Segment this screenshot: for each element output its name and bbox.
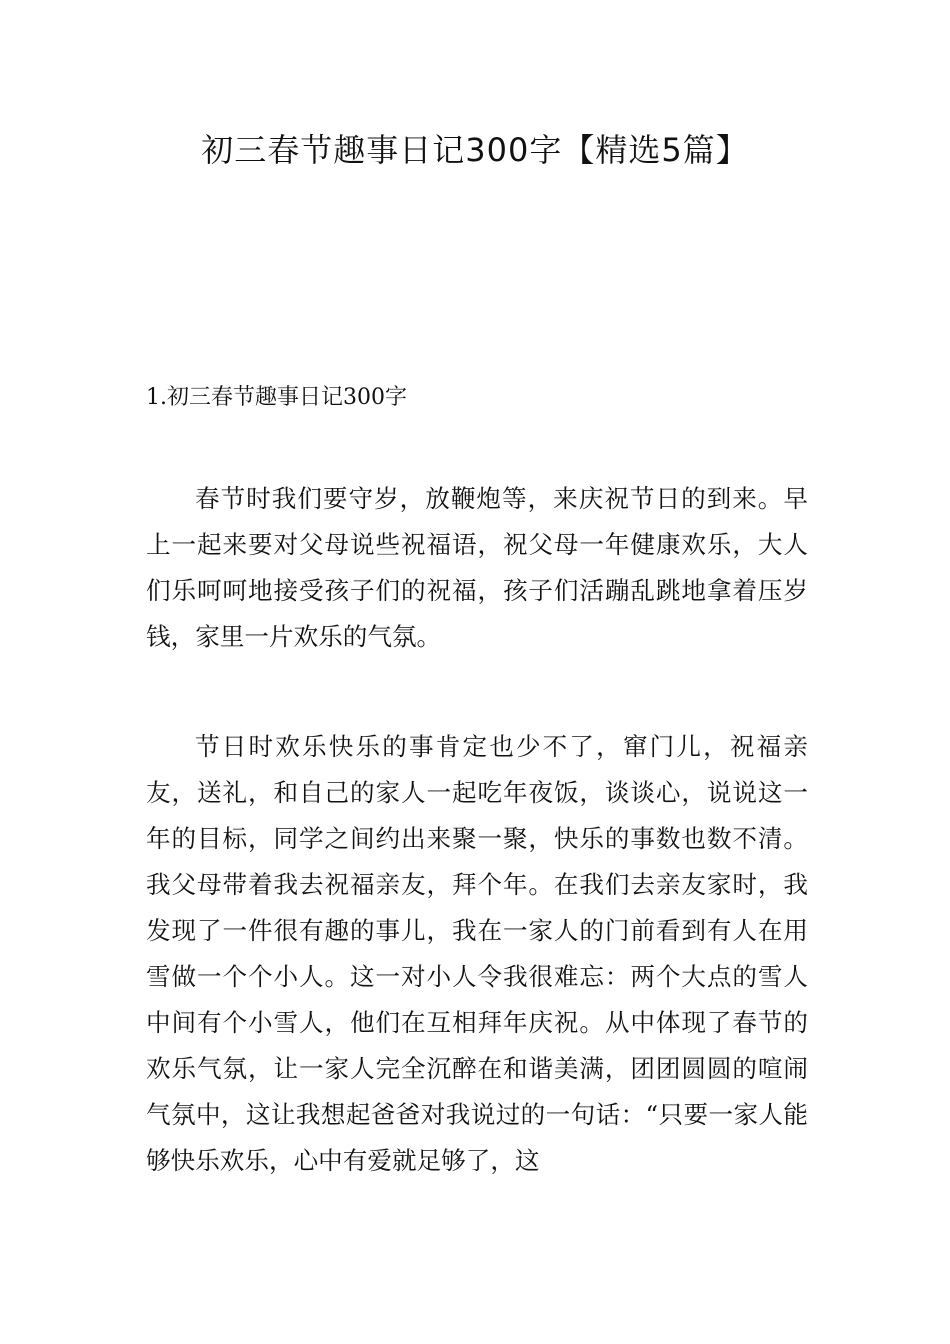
paragraph: 春节时我们要守岁，放鞭炮等，来庆祝节日的到来。早上一起来要对父母说些祝福语，祝父母一年健康欢乐，大人们乐呵呵地接受孩子们的祝福，孩子们活蹦乱跳地拿着压岁钱，家里一片欢乐的气氛。 (146, 484, 808, 651)
paragraph: 节日时欢乐快乐的事肯定也少不了，窜门儿，祝福亲友，送礼，和自己的家人一起吃年夜饭，谈谈心，说说这一年的目标，同学之间约出来聚一聚，快乐的事数也数不清。我父母带着我去祝福亲友，拜个年。在我们去亲友家时，我发现了一件很有趣的事儿，我在一家人的门前看到有人在用雪做一个个小人。这一对小人令我很难忘：两个大点的雪人中间有个小雪人，他们在互相拜年庆祝。从中体现了春节的欢乐气氛，让一家人完全沉醉在和谐美满，团团圆圆的喧闹气氛中，这让我想起爸爸对我说过的一句话：“只要一家人能够快乐欢乐，心中有爱就足够了，这 (146, 732, 808, 1175)
document-title: 初三春节趣事日记300字【精选5篇】 (201, 131, 749, 169)
section-heading: 1.初三春节趣事日记300字 (146, 385, 407, 410)
